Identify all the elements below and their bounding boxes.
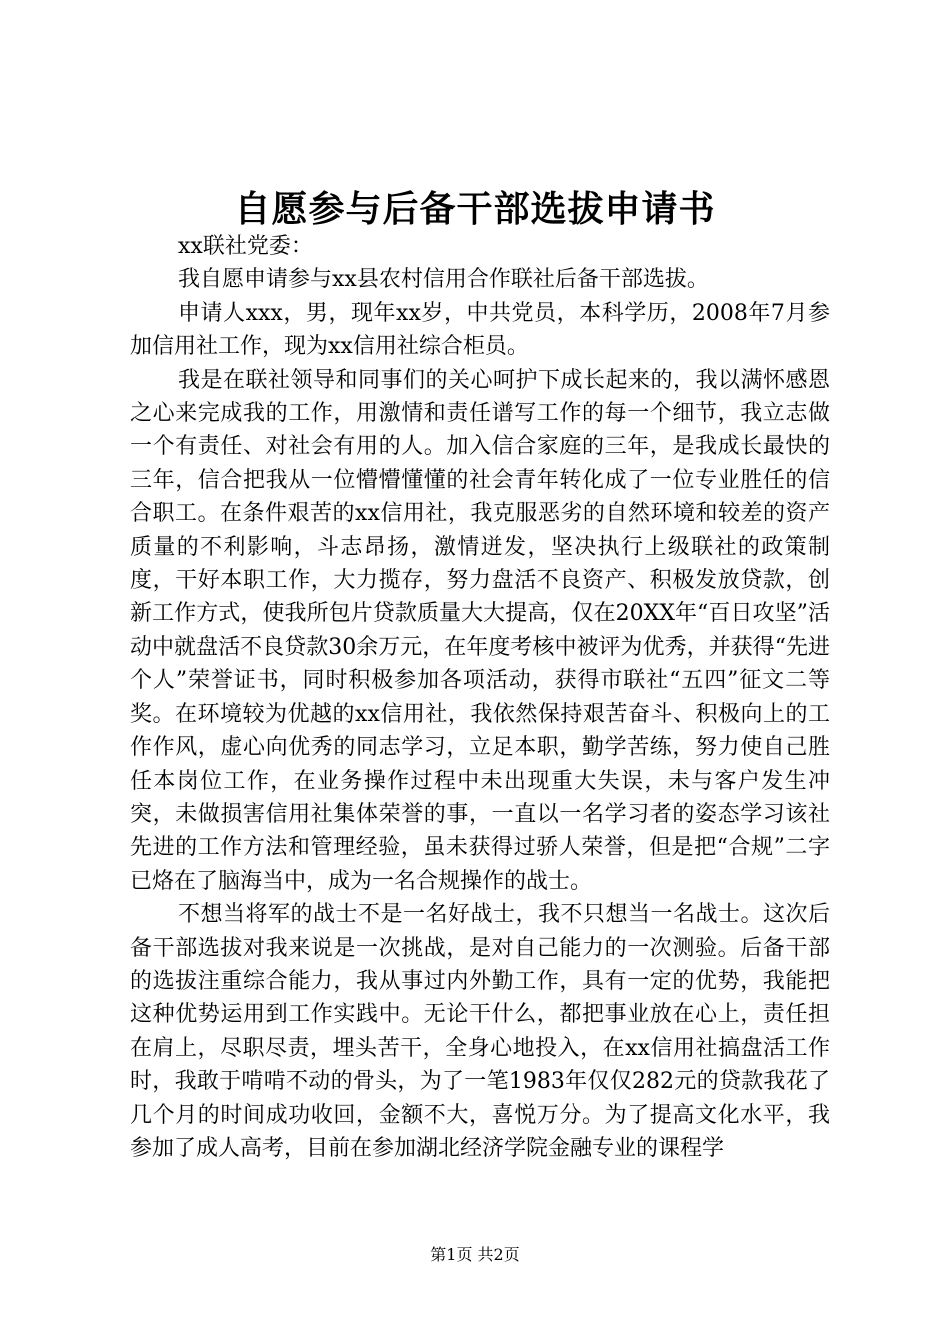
document-body <box>130 230 830 1165</box>
document-title: 自愿参与后备干部选拔申请书 <box>234 188 716 230</box>
page-number-footer: 第1页 共2页 <box>430 1245 520 1264</box>
paragraph-motivation: 不想当将军的战士不是一名好战士，我不只想当一名战士。这次后备干部选拔对我来说是一次挑战，是对自己能力的一次测验。后备干部的选拔注重综合能力，我从事过内外勤工作，具有一定的优势，我能把这种优势运用到工作实践中。无论干什么，都把事业放在心上，责任担在肩上，尽职尽责，埋头苦干，全身心地投入，在xx信用社搞盘活工作时，我敢于啃啃不动的骨头，为了一笔1983年仅仅282元的贷款我花了几个月的时间成功收回，金额不大，喜悦万分。为了提高文化水平，我参加了成人高考，目前在参加湖北经济学院金融专业的课程学 <box>130 902 830 1161</box>
paragraph-intent: 我自愿申请参与xx县农村信用合作联社后备干部选拔。 <box>178 267 709 293</box>
paragraph-experience: 我是在联社领导和同事们的关心呵护下成长起来的，我以满怀感恩之心来完成我的工作，用激情和责任谱写工作的每一个细节，我立志做一个有责任、对社会有用的人。加入信合家庭的三年，是我成长最快的三年，信合把我从一位懵懵懂懂的社会青年转化成了一位专业胜任的信合职工。在条件艰苦的xx信用社，我克服恶劣的自然环境和较差的资产质量的不利影响，斗志昂扬，激情迸发，坚决执行上级联社的政策制度，干好本职工作，大力揽存，努力盘活不良资产、积极发放贷款，创新工作方式，使我所包片贷款质量大大提高，仅在20XX年“百日攻坚”活动中就盘活不良贷款30余万元，在年度考核中被评为优秀，并获得“先进个人”荣誉证书，同时积极参加各项活动，获得市联社“五四”征文二等奖。在环境较为优越的xx信用社，我依然保持艰苦奋斗、积极向上的工作作风，虚心向优秀的同志学习，立足本职，勤学苦练，努力使自己胜任本岗位工作，在业务操作过程中未出现重大失误，未与客户发生冲突，未做损害信用社集体荣誉的事，一直以一名学习者的姿态学习该社先进的工作方法和管理经验，虽未获得过骄人荣誉，但是把“合规”二字已烙在了脑海当中，成为一名合规操作的战士。 <box>130 367 830 894</box>
salutation: xx联社党委： <box>178 234 313 259</box>
paragraph-profile: 申请人xxx，男，现年xx岁，中共党员，本科学历，2008年7月参加信用社工作，现为xx信用社综合柜员。 <box>130 300 830 360</box>
